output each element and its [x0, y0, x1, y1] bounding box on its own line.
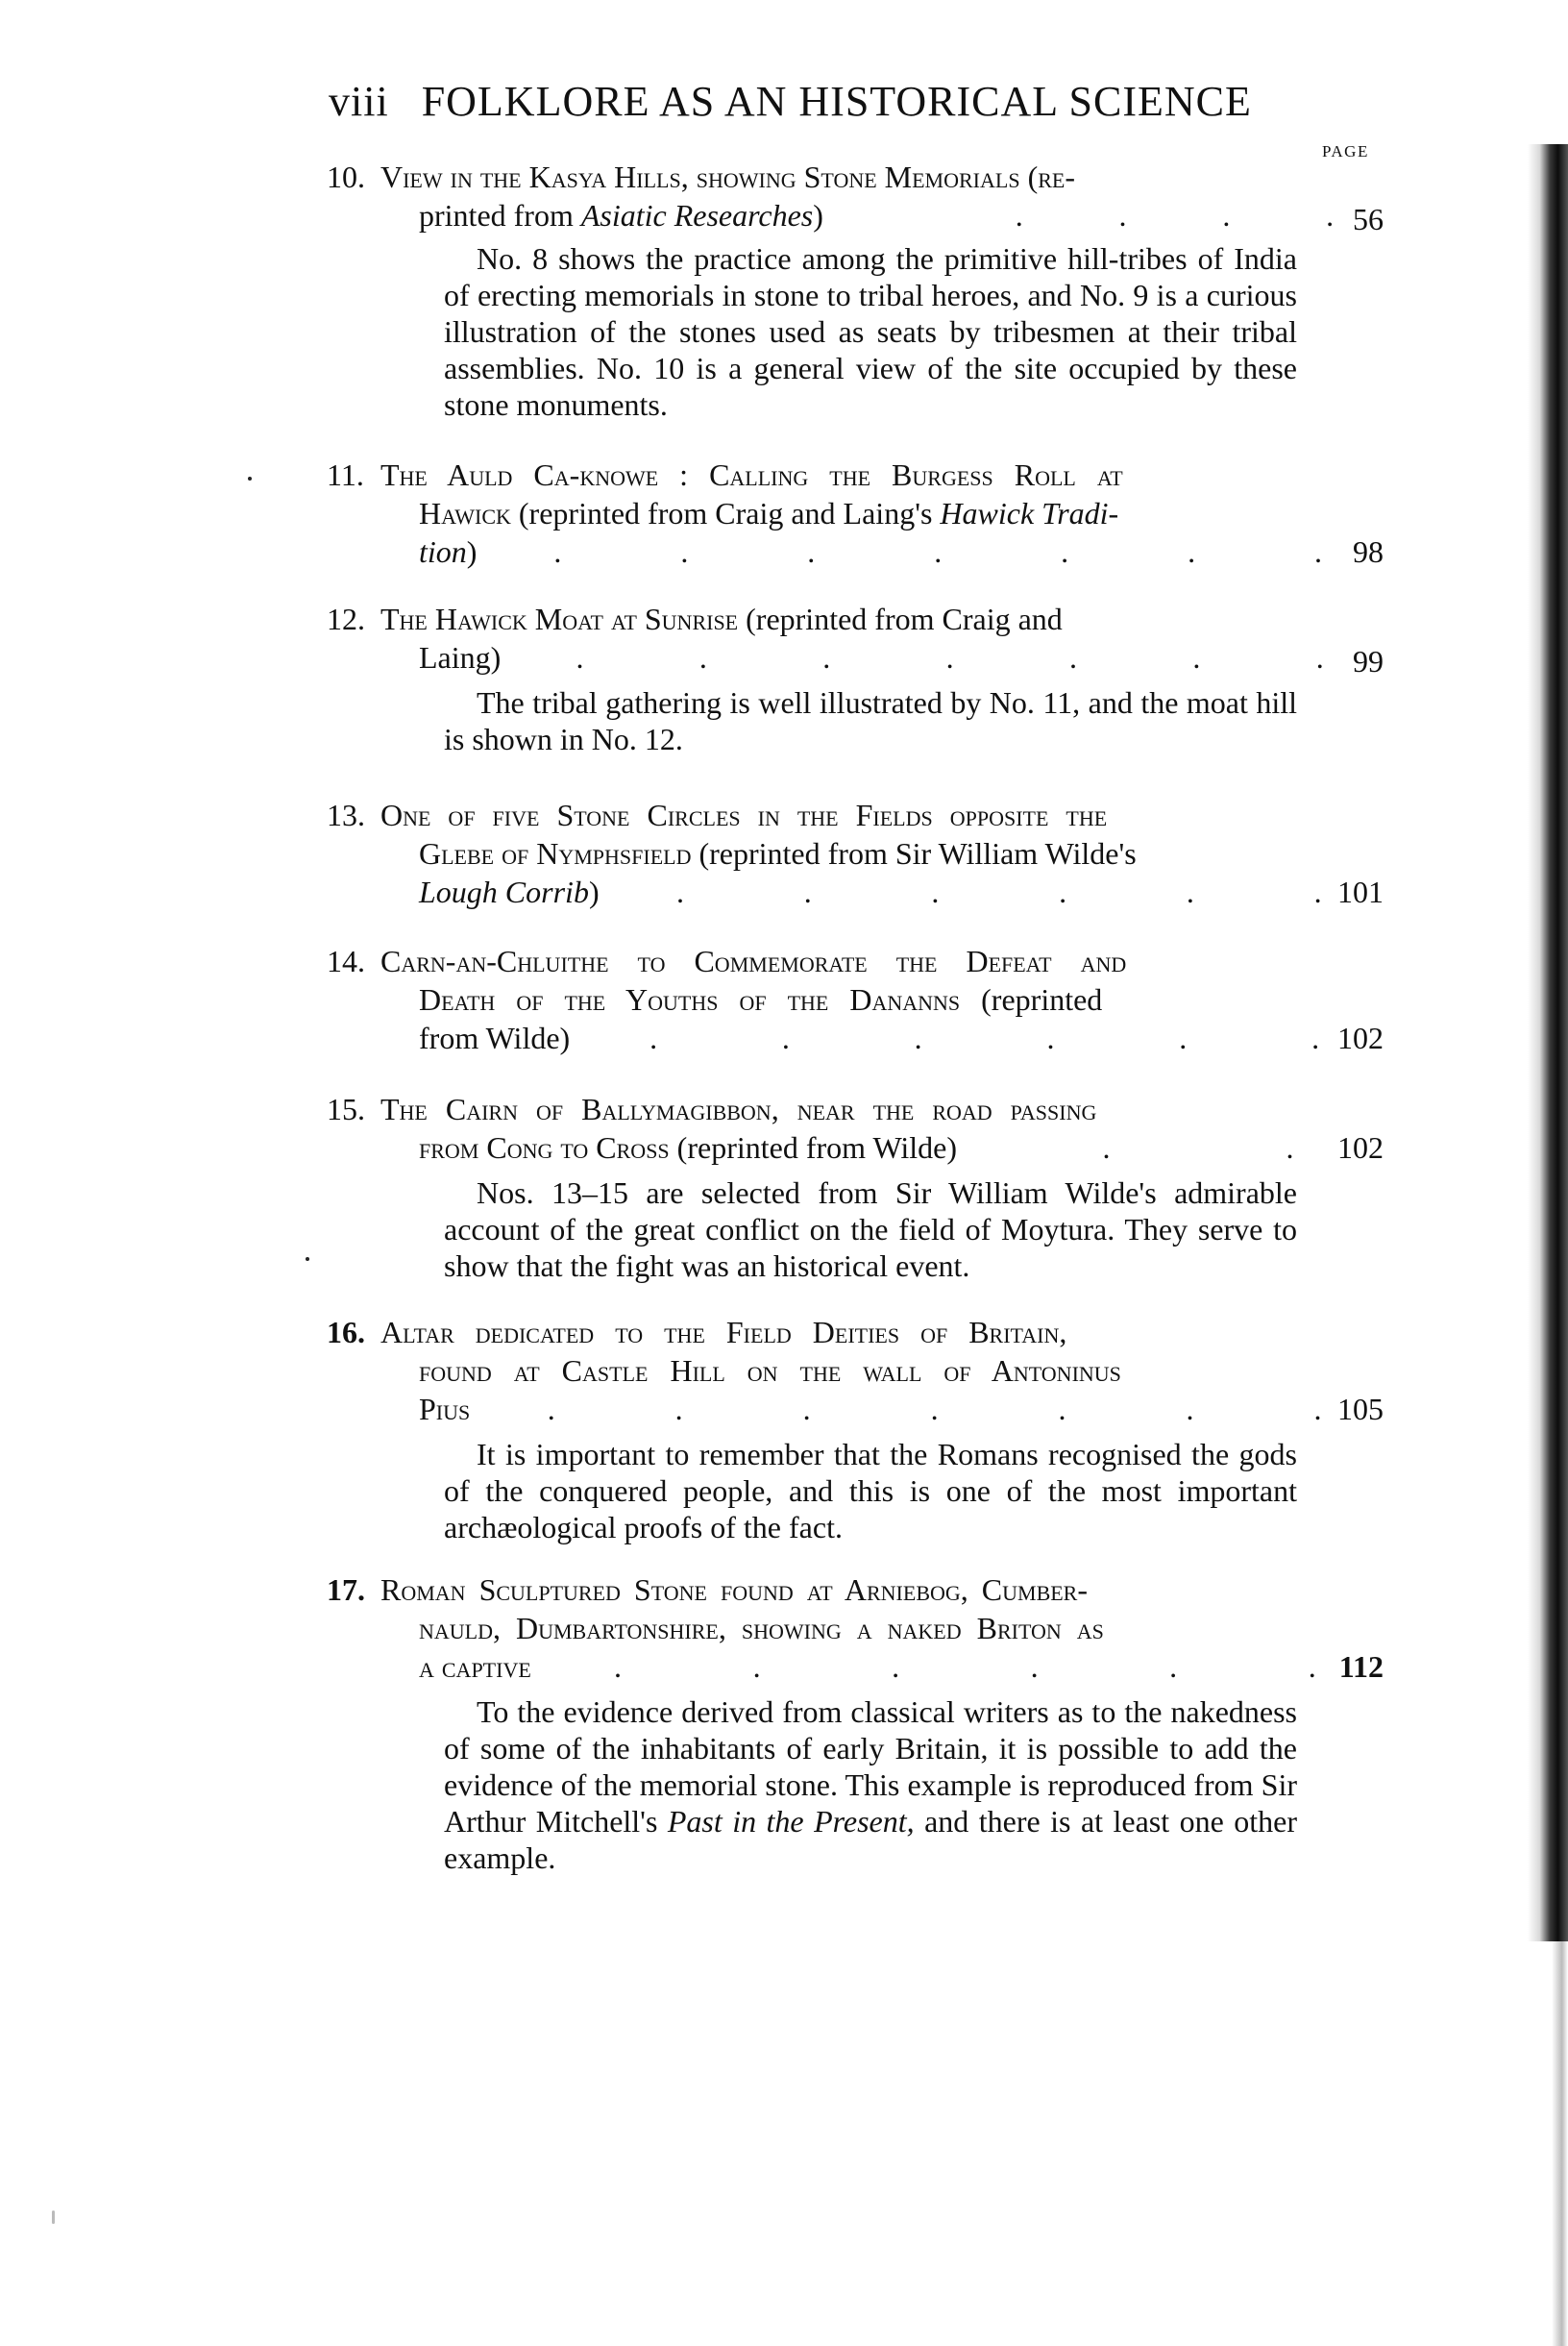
page-reference: 105 — [1337, 1392, 1384, 1426]
entry-title: The Auld Ca-knowe : Calling the Burgess Roll at Hawick (reprinted from Craig and Laing's Hawick Tradi- tion) . . . . . . . — [380, 457, 1323, 569]
entry-note: The tribal gathering is well illustrated by No. 11, and the moat hill is shown in No. 12. — [444, 685, 1297, 756]
entry-title: View in the Kasya Hills, showing Stone Memorials (re- printed from Asiatic Researches) . . . . — [380, 160, 1335, 233]
entry-number: 14. — [327, 944, 365, 978]
page-reference: 99 — [1353, 644, 1384, 679]
entry-title: One of five Stone Circles in the Fields opposite the Glebe of Nymphsfield (reprinted from Sir William Wilde's Lough Corrib) . . . . . . — [380, 798, 1322, 909]
page-reference: 56 — [1353, 202, 1384, 236]
list-item — [327, 1090, 1384, 1284]
entry-number: 12. — [327, 602, 365, 636]
list-item — [327, 158, 1384, 423]
entry-title: Roman Sculptured Stone found at Arniebog, Cumber- nauld, Dumbartonshire, showing a naked Briton as a captive . . . . . . — [380, 1572, 1316, 1684]
entry-number: 11. — [327, 457, 364, 492]
list-item — [327, 1570, 1384, 1876]
entry-number: 10. — [327, 160, 365, 194]
list-item — [327, 600, 1384, 757]
entry-note: To the evidence derived from classical writers as to the nakedness of some of the inhabitants of early Britain, it is possible to add the evidence of the memorial stone. This example is reproduced from Sir Arthur Mitchell's Past in the Present, and there is at least one other example. — [444, 1694, 1298, 1875]
folio-number: viii — [329, 78, 389, 125]
page-reference: 112 — [1338, 1649, 1384, 1684]
entry-title: Carn-an-Chluithe to Commemorate the Defeat and Death of the Youths of the Dananns (reprinted from Wilde) . . . . . . — [380, 944, 1320, 1055]
paper-speck — [52, 2210, 55, 2224]
list-item — [327, 942, 1384, 1057]
page-edge-gap — [1528, 1941, 1568, 2346]
entry-number: 17. — [327, 1572, 365, 1607]
page-reference: 98 — [1353, 534, 1384, 569]
running-title: FOLKLORE AS AN HISTORICAL SCIENCE — [421, 78, 1252, 125]
paper-speck — [248, 477, 252, 481]
entry-note: No. 8 shows the practice among the primitive hill-tribes of India of erecting memorials in stone to tribal heroes, and No. 9 is a curious illustration of the stones used as seats by tribesmen at their tribal assemblies. No. 10 is a general view of the site occupied by these stone monuments. — [444, 241, 1297, 422]
page-reference: 102 — [1337, 1021, 1384, 1055]
list-item — [327, 1313, 1384, 1545]
running-header — [329, 77, 1318, 126]
entry-title: The Cairn of Ballymagibbon, near the road passing from Cong to Cross (reprinted from Wilde) . . — [380, 1092, 1294, 1165]
page-column-label: PAGE — [1322, 142, 1369, 161]
entry-title: The Hawick Moat at Sunrise (reprinted from Craig and Laing) . . . . . . . — [380, 602, 1324, 675]
paper-speck — [306, 1257, 309, 1261]
page-edge-gap — [1528, 0, 1568, 144]
page-reference: 102 — [1337, 1130, 1384, 1165]
entry-note: Nos. 13–15 are selected from Sir William Wilde's admirable account of the great conflict on the field of Moytura. They serve to show that the fight was an historical event. — [444, 1175, 1297, 1283]
entry-number: 13. — [327, 798, 365, 832]
list-item — [327, 796, 1384, 911]
entry-number: 16. — [327, 1315, 365, 1349]
list-item — [327, 456, 1384, 571]
entry-number: 15. — [327, 1092, 365, 1126]
page-reference: 101 — [1337, 875, 1384, 909]
entry-note: It is important to remember that the Romans recognised the gods of the conquered people, and this is one of the most important archæological proofs of the fact. — [444, 1437, 1297, 1544]
entry-title: Altar dedicated to the Field Deities of Britain, found at Castle Hill on the wall of Antoninus Pius . . . . . . . — [380, 1315, 1322, 1426]
